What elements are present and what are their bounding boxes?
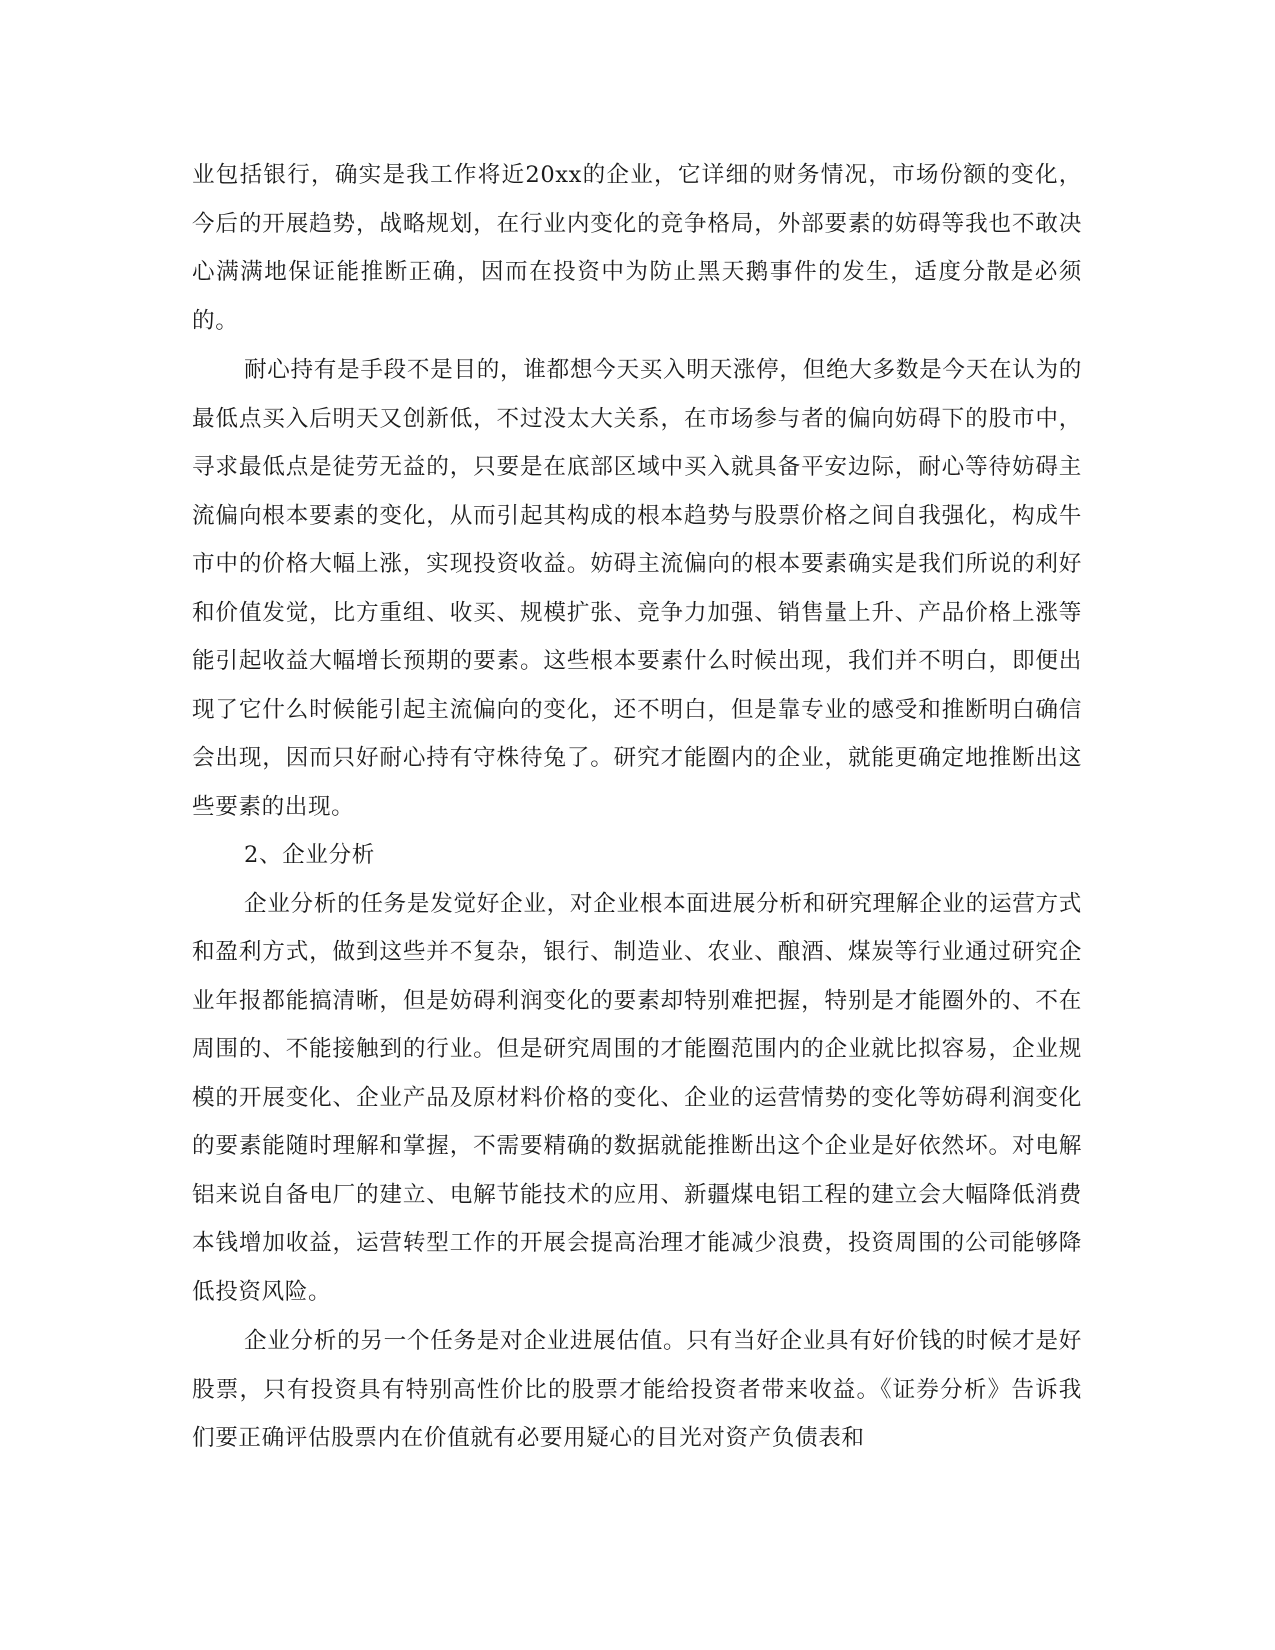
paragraph-valuation: 企业分析的另一个任务是对企业进展估值。只有当好企业具有好价钱的时候才是好股票，只有投资具有特别高性价比的股票才能给投资者带来收益。《证券分析》告诉我们要正确评估股票内在价值就有必要用疑心的目光对资产负债表和 <box>192 1328 1082 1451</box>
paragraph-patient-holding: 耐心持有是手段不是目的，谁都想今天买入明天涨停，但绝大多数是今天在认为的最低点买入后明天又创新低，不过没太大关系，在市场参与者的偏向妨碍下的股市中，寻求最低点是徒劳无益的，只要是在底部区域中买入就具备平安边际，耐心等待妨碍主流偏向根本要素的变化，从而引起其构成的根本趋势与股票价格之间自我强化，构成牛市中的价格大幅上涨，实现投资收益。妨碍主流偏向的根本要素确实是我们所说的利好和价值发觉，比方重组、收买、规模扩张、竞争力加强、销售量上升、产品价格上涨等能引起收益大幅增长预期的要素。这些根本要素什么时候出现，我们并不明白，即便出现了它什么时候能引起主流偏向的变化，还不明白，但是靠专业的感受和推断明白确信会出现，因而只好耐心持有守株待兔了。研究才能圈内的企业，就能更确定地推断出这些要素的出现。 <box>192 357 1082 820</box>
paragraph-diversification: 业包括银行，确实是我工作将近20xx的企业，它详细的财务情况，市场份额的变化，今后的开展趋势，战略规划，在行业内变化的竞争格局，外部要素的妨碍等我也不敢决心满满地保证能推断正确，因而在投资中为防止黑天鹅事件的发生，适度分散是必须的。 <box>192 162 1082 334</box>
section-heading-company-analysis: 2、企业分析 <box>243 842 375 868</box>
document-body <box>192 151 1082 1463</box>
paragraph-company-analysis: 企业分析的任务是发觉好企业，对企业根本面进展分析和研究理解企业的运营方式和盈利方式，做到这些并不复杂，银行、制造业、农业、酿酒、煤炭等行业通过研究企业年报都能搞清晰，但是妨碍利润变化的要素却特别难把握，特别是才能圈外的、不在周围的、不能接触到的行业。但是研究周围的才能圈范围内的企业就比拟容易，企业规模的开展变化、企业产品及原材料价格的变化、企业的运营情势的变化等妨碍利润变化的要素能随时理解和掌握，不需要精确的数据就能推断出这个企业是好依然坏。对电解铝来说自备电厂的建立、电解节能技术的应用、新疆煤电铝工程的建立会大幅降低消费本钱增加收益，运营转型工作的开展会提高治理才能减少浪费，投资周围的公司能够降低投资风险。 <box>192 890 1082 1305</box>
